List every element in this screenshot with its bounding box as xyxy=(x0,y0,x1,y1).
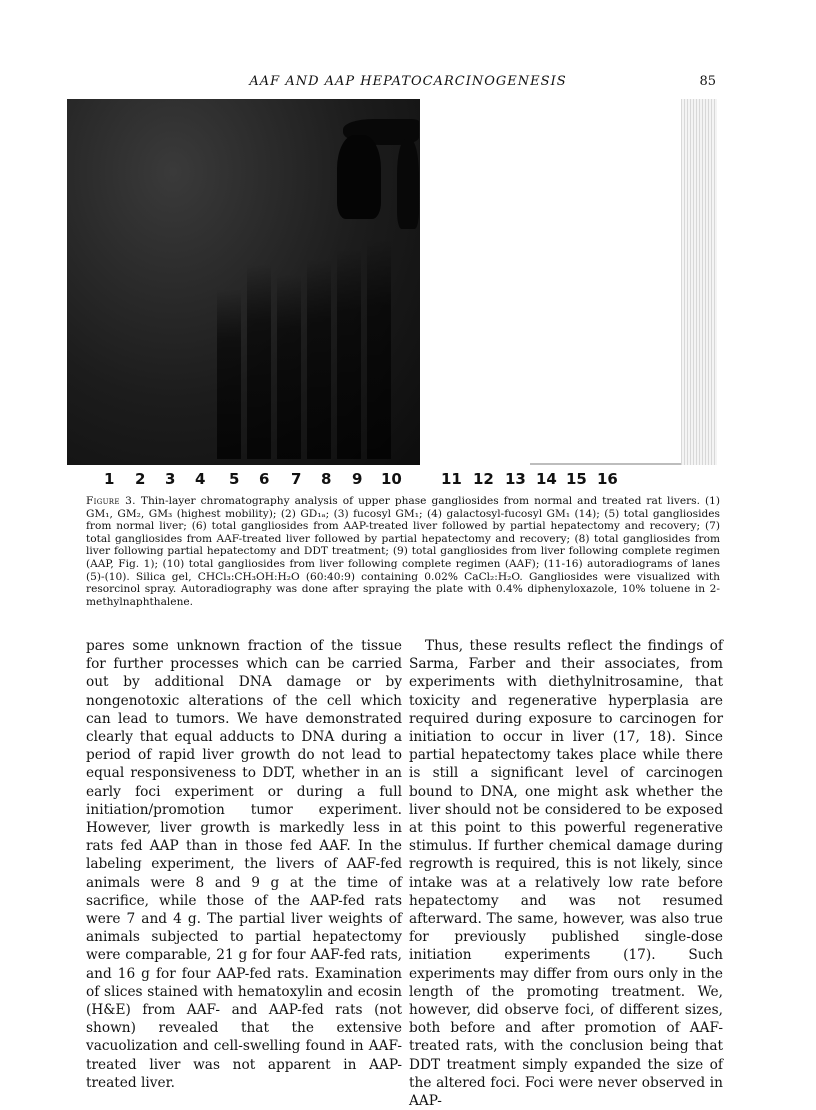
lane-label: 5 xyxy=(229,470,240,488)
tlc-lane-10 xyxy=(367,239,391,459)
lane-label: 15 xyxy=(566,470,587,488)
running-title: AAF AND AAP HEPATOCARCINOGENESIS xyxy=(249,74,567,89)
lane-label: 13 xyxy=(505,470,526,488)
body-paragraph: pares some unknown fraction of the tissue for further processes which can be carried out by additional DNA damage or by nongenotoxic alterations of the cell which can lead to tumors. We have demonstrated clearly that equal adducts to DNA during a period of rapid liver growth do not lead to equal responsiveness to DDT, whether in an early foci experiment or during a full initiation/promotion tumor experiment. However, liver growth is markedly less in rats fed AAP than in those fed AAF. In the labeling experiment, the livers of AAF-fed animals were 8 and 9 g at the time of sacrifice, while those of the AAP-fed rats were 7 and 4 g. The partial liver weights of animals subjected to partial hepatectomy were comparable, 21 g for four AAF-fed rats, and 16 g for four AAP-fed rats. Examination of slices stained with hematoxylin and ecosin (H&E) from AAF- and AAP-fed rats (not shown) revealed that the extensive vacuolization and cell-swelling found in AAF-treated liver was not apparent in AAP-treated liver. xyxy=(86,638,402,1091)
page-number: 85 xyxy=(699,74,716,89)
autoradiogram-edge xyxy=(681,99,717,465)
page-header xyxy=(0,74,816,94)
autoradiogram-baseline xyxy=(530,463,681,465)
lane-label: 6 xyxy=(259,470,270,488)
lane-label: 14 xyxy=(536,470,557,488)
lane-label: 12 xyxy=(473,470,494,488)
caption-text: Thin-layer chromatography analysis of upper phase gangliosides from normal and treated rat livers. (1) GM₁, GM₂, GM₃ (highest mobility); (2) GD₁ₐ; (3) fucosyl GM₁; (4) galactosyl-fucosyl GM₁ (14); (5) total gangliosides from normal liver; (6) total gangliosides from AAP-treated liver followed by partial hepatectomy and recovery; (7) total gangliosides from AAF-treated liver followed by partial hepatectomy and recovery; (8) total gangliosides from liver following partial hepatectomy and DDT treatment; (9) total gangliosides from liver following complete regimen (AAP, Fig. 1); (10) total gangliosides from liver following complete regimen (AAF); (11-16) autoradiograms of lanes (5)-(10). Silica gel, CHCl₃:CH₃OH:H₂O (60:40:9) containing 0.02% CaCl₂:H₂O. Gangliosides were visualized with resorcinol spray. Autoradiography was done after spraying the plate with 0.4% diphenyloxazole, 10% toluene in 2-methylnaphthalene. xyxy=(86,495,720,608)
tlc-plate-photo xyxy=(67,99,420,465)
lane-label: 8 xyxy=(321,470,332,488)
tlc-lane-7 xyxy=(277,274,301,459)
body-paragraph: Thus, these results reflect the findings of Sarma, Farber and their associates, from experiments with diethylnitrosamine, that toxicity and regenerative hyperplasia are required during exposure to carcinogen for initiation to occur in liver (17, 18). Since partial hepatectomy takes place while there is still a significant level of carcinogen bound to DNA, one might ask whether the liver should not be considered to be exposed at this point to this powerful regenerative stimulus. If further chemical damage during regrowth is required, this is not likely, since intake was at a relatively low rate before hepatectomy and was not resumed afterward. The same, however, was also true for previously published single-dose initiation experiments (17). Such experiments may differ from ours only in the length of the promoting treatment. We, however, did observe foci, of different sizes, both before and after promotion of AAF-treated rats, with the conclusion being that DDT treatment simply expanded the size of the altered foci. Foci were never observed in AAP- xyxy=(409,638,723,1110)
lane-label: 1 xyxy=(104,470,115,488)
left-column xyxy=(86,637,402,1092)
lane-label: 9 xyxy=(352,470,363,488)
lane-label: 3 xyxy=(165,470,176,488)
lane-label: 16 xyxy=(597,470,618,488)
figure-caption xyxy=(86,495,720,608)
lane-labels xyxy=(0,470,816,490)
lane-10-spot xyxy=(397,139,419,229)
tlc-lane-6 xyxy=(247,264,271,459)
lane-label: 7 xyxy=(291,470,302,488)
lane-label: 10 xyxy=(381,470,402,488)
tlc-lane-8 xyxy=(307,259,331,459)
tlc-lane-9 xyxy=(337,249,361,459)
lane-label: 11 xyxy=(441,470,462,488)
figure-label: Figure 3. xyxy=(86,495,136,507)
tlc-lane-5 xyxy=(217,289,241,459)
lane-9-spot xyxy=(337,135,381,219)
lane-label: 2 xyxy=(135,470,146,488)
lane-label: 4 xyxy=(195,470,206,488)
autoradiogram-panel xyxy=(420,99,717,465)
tlc-figure xyxy=(67,99,717,465)
right-column xyxy=(409,637,723,1110)
